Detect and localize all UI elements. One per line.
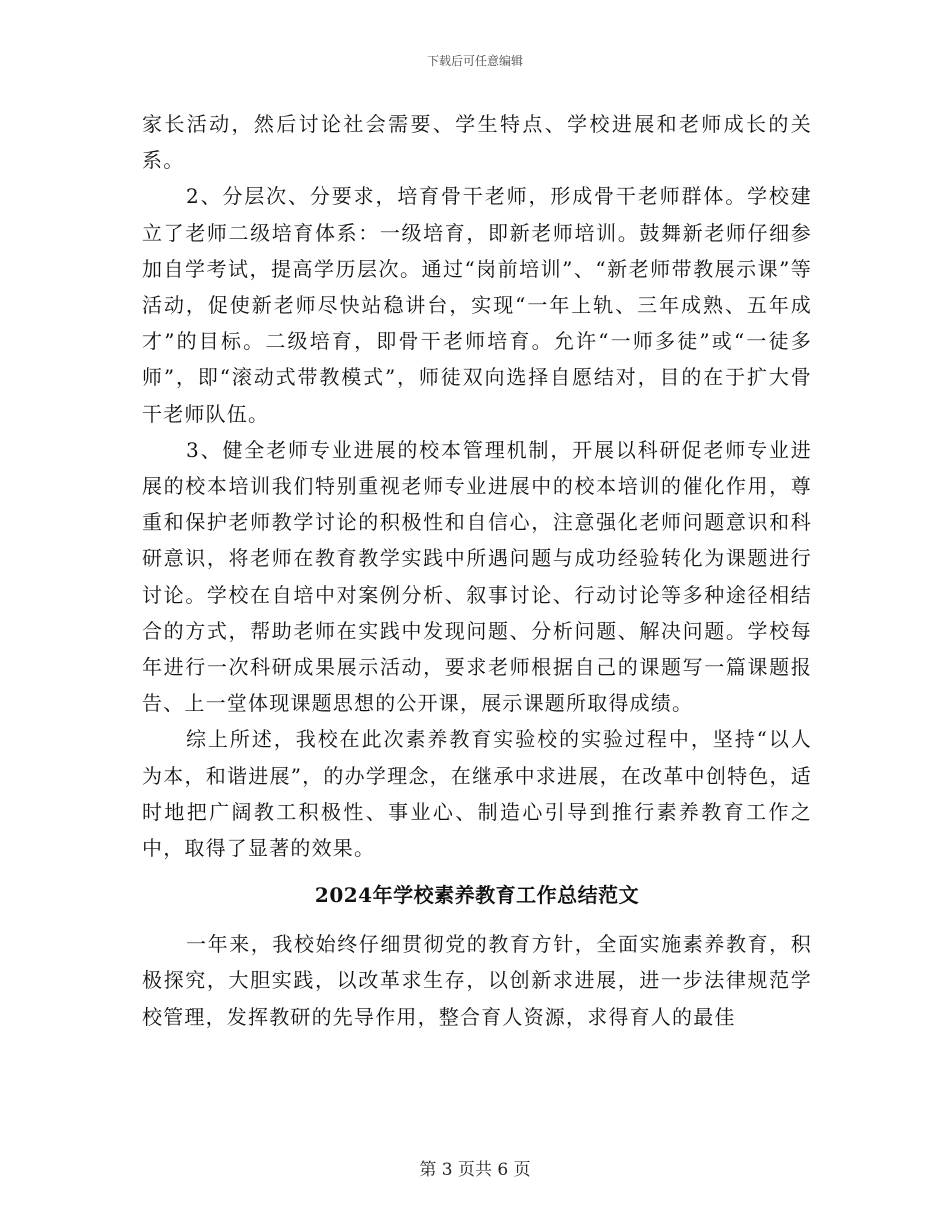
section-title: 2024年学校素养教育工作总结范文 [314,883,640,908]
page-number-footer: 第 3 页共 6 页 [419,1160,531,1180]
header-note: 下载后可任意编辑 [426,54,523,68]
paragraph-item-2: 2、分层次、分要求，培育骨干老师，形成骨干老师群体。学校建立了老师二级培育体系：一级培育，即新老师培训。鼓舞新老师仔细参加自学考试，提高学历层次。通过“岗前培训”、“新老师带教展示课”等活动，促使新老师尽快站稳讲台，实现“一年上轨、三年成熟、五年成才”的目标。二级培育，即骨干老师培育。允许“一师多徒”或“一徒多师”，即“滚动式带教模式”，师徒双向选择自愿结对，目的在于扩大骨干老师队伍。 [142,184,812,426]
paragraph-summary: 综上所述，我校在此次素养教育实验校的实验过程中，坚持“以人为本，和谐进展”，的办学理念，在继承中求进展，在改革中创特色，适时地把广阔教工积极性、事业心、制造心引导到推行素养教育工作之中，取得了显著的效果。 [142,727,812,861]
document-body [142,106,812,1035]
paragraph-item-3: 3、健全老师专业进展的校本管理机制，开展以科研促老师专业进展的校本培训我们特别重视老师专业进展中的校本培训的催化作用，尊重和保护老师教学讨论的积极性和自信心，注意强化老师问题意识和科研意识，将老师在教育教学实践中所遇问题与成功经验转化为课题进行讨论。学校在自培中对案例分析、叙事讨论、行动讨论等多种途径相结合的方式，帮助老师在实践中发现问题、分析问题、解决问题。学校每年进行一次科研成果展示活动，要求老师根据自己的课题写一篇课题报告、上一堂体现课题思想的公开课，展示课题所取得成绩。 [142,437,812,716]
paragraph-continuation: 家长活动，然后讨论社会需要、学生特点、学校进展和老师成长的关系。 [142,112,812,173]
section-intro-paragraph: 一年来，我校始终仔细贯彻党的教育方针，全面实施素养教育，积极探究，大胆实践，以改革求生存，以创新求进展，进一步法律规范学校管理，发挥教研的先导作用，整合育人资源，求得育人的最佳 [142,932,812,1029]
